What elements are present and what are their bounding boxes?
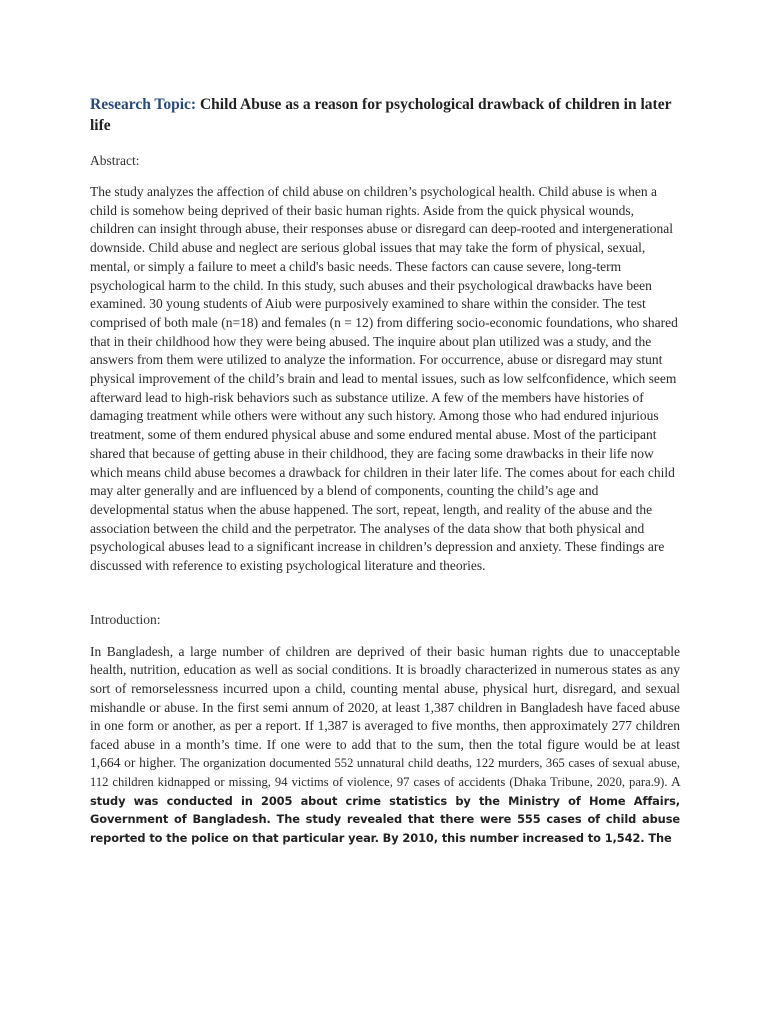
research-topic-title	[90, 94, 680, 136]
introduction-heading: Introduction:	[90, 611, 161, 627]
introduction-text-bold: study was conducted in 2005 about crime statistics by the Ministry of Home Affairs, Government of Bangladesh. The study revealed that there were 555 cases of child abuse reported to the police on that particular year. By 2010, this number increased to 1,542. The	[90, 793, 680, 845]
introduction-paragraph	[90, 643, 680, 848]
document-page	[90, 94, 680, 847]
abstract-heading: Abstract:	[90, 153, 140, 168]
introduction-text-lead: A	[670, 773, 680, 789]
research-topic-text: Child Abuse as a reason for psychological drawback of children in later life	[90, 96, 672, 134]
introduction-text-regular: In Bangladesh, a large number of children are deprived of their basic human rights due to unacceptable health, nutrition, education as well as social conditions. It is broadly characterized in numerous states as any sort of remorselessness incurred upon a child, counting mental abuse, physical hurt, disregard, and sexual mishandle or abuse. In the first semi annum of 2020, at least 1,387 children in Bangladesh have faced abuse in one form or another, as per a report. If 1,387 is averaged to five months, then approximately 277 children faced abuse in a month’s time. If one were to add that to the sum, then the total figure would be at least 1,664 or higher.	[90, 643, 680, 771]
research-topic-label: Research Topic:	[90, 96, 197, 113]
introduction-text-statistics: The organization documented 552 unnatural child deaths, 122 murders, 365 cases of sexual abuse, 112 children kidnapped or missing, 94 victims of violence, 97 cases of accidents (Dhaka Tribune, 2020, para.9).	[90, 756, 681, 789]
abstract-paragraph: The study analyzes the affection of child abuse on children’s psychological health. Child abuse is when a child is somehow being deprived of their basic human rights. Aside from the quick physical wounds, children can insight through abuse, their responses abuse or disregard can deep-rooted and intergenerational downside. Child abuse and neglect are serious global issues that may take the form of physical, sexual, mental, or simply a failure to meet a child's basic needs. These factors can cause severe, long-term psychological harm to the child. In this study, such abuses and their psychological drawbacks have been examined. 30 young students of Aiub were purposively examined to share within the consider. The test comprised of both male (n=18) and females (n = 12) from differing socio-economic foundations, who shared that in their childhood how they were being abused. The inquire about plan utilized was a study, and the answers from them were utilized to analyze the information. For occurrence, abuse or disregard may stunt physical improvement of the child’s brain and lead to mental issues, such as low selfconfidence, which seem afterward lead to high-risk behaviors such as substance utilize. A few of the members have histories of damaging treatment while others were without any such history. Among those who had endured injurious treatment, some of them endured physical abuse and some endured mental abuse. Most of the participant shared that because of getting abuse in their childhood, they are facing some drawbacks in their life now which means child abuse becomes a drawback for children in their later life. The comes about for each child may alter generally and are influenced by a blend of components, counting the child’s age and developmental status when the abuse happened. The sort, repeat, length, and reality of the abuse and the association between the child and the perpetrator. The analyses of the data show that both physical and psychological abuses lead to a significant increase in children’s depression and anxiety. These findings are discussed with reference to existing psychological literature and theories.	[90, 184, 678, 574]
